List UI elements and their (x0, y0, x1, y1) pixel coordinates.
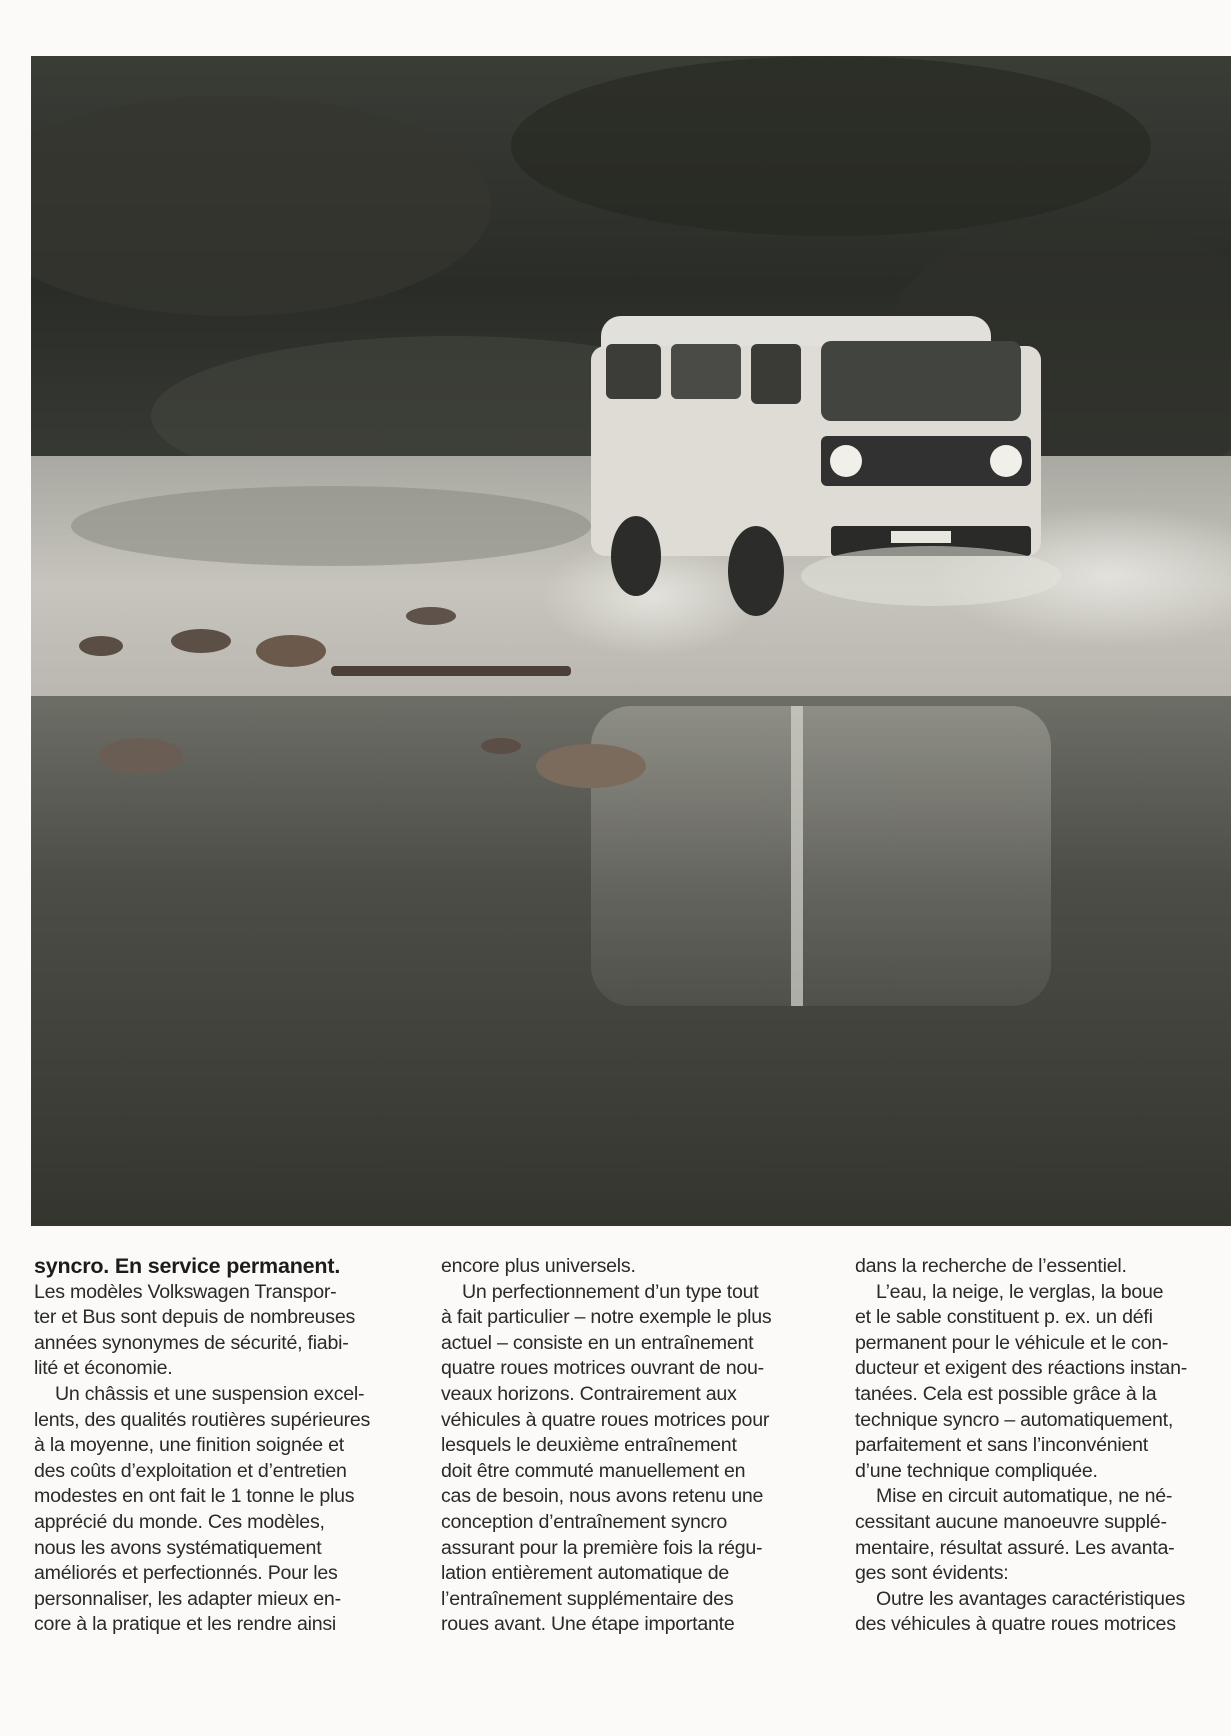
paragraph: encore plus universels. (441, 1255, 636, 1277)
paragraph: Mise en circuit automatique, ne né- cessitant aucune manoeuvre supplé- mentaire, résultat assuré. Les avanta- ges sont évidents: (855, 1485, 1175, 1585)
text-column-2 (441, 1254, 825, 1638)
river-van-photo (31, 56, 1231, 1226)
article-heading: syncro. En service permanent. (34, 1254, 341, 1278)
text-column-1 (34, 1254, 414, 1638)
paragraph: Un perfectionnement d’un type tout à fait particulier – notre exemple le plus actuel – consiste en un entraînement quatre roues motrices ouvrant de nou- veaux horizons. Contrairement aux véhicules à quatre roues motrices pour lesquels le deuxième entraînement doit être commuté manuellement en cas de besoin, nous avons retenu une conception d’entraînement syncro assurant pour la première fois la régu- lation entièrement automatique de l’entraînement supplémentaire des roues avant. Une étape importante (441, 1280, 772, 1636)
paragraph: L’eau, la neige, le verglas, la boue et le sable constituent p. ex. un défi permanent pour le véhicule et le con- ducteur et exigent des réactions instan- tanées. Cela est possible grâce à la technique syncro – automatiquement, parfaitement et sans l’inconvénient d’une technique compliquée. (855, 1280, 1188, 1482)
paragraph: dans la recherche de l’essentiel. (855, 1255, 1127, 1277)
paragraph: Outre les avantages caractéristiques des véhicules à quatre roues motrices (855, 1587, 1186, 1636)
paragraph: Les modèles Volkswagen Transpor- ter et Bus sont depuis de nombreuses années synonymes de sécurité, fiabi- lité et économie. (34, 1280, 356, 1380)
photo-illustration (31, 56, 1231, 1226)
paragraph: Un châssis et une suspension excel- lents, des qualités routières supérieures à la moyenne, une finition soignée et des coûts d’exploitation et d’entretien modestes en ont fait le 1 tonne le plus apprécié du monde. Ces modèles, nous les avons systématiquement améliorés et perfectionnés. Pour les personnaliser, les adapter mieux en- core à la pratique et les rendre ainsi (34, 1382, 371, 1636)
text-column-3 (855, 1254, 1231, 1638)
